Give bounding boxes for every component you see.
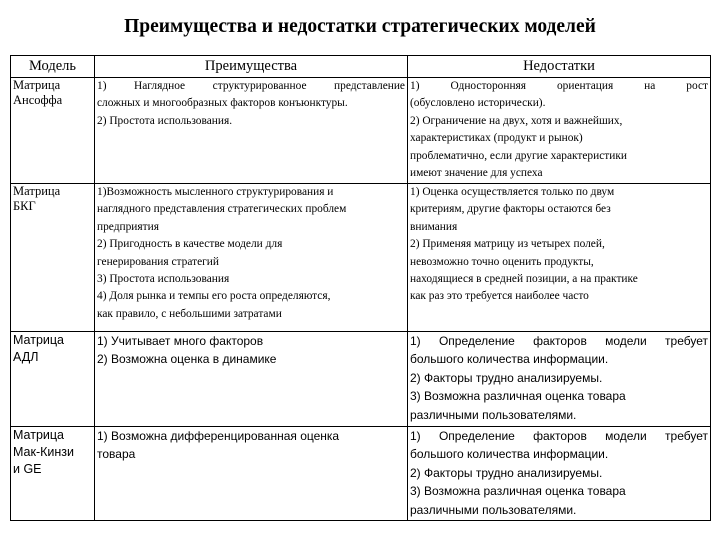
disadvantage-line: 3) Возможна различная оценка товара xyxy=(410,484,626,499)
disadvantage-line: имеют значение для успеха xyxy=(410,167,543,180)
page-title: Преимущества и недостатки стратегических моделей xyxy=(124,16,596,37)
disadvantage-line: 1) Односторонняя ориентация на рост xyxy=(410,80,708,92)
advantage-line: 1) Наглядное структурированное представление xyxy=(97,80,405,92)
table-row xyxy=(11,332,711,427)
model-line: Матрица xyxy=(13,333,65,347)
disadvantages-cell xyxy=(408,78,711,184)
disadvantage-line: 3) Возможна различная оценка товара xyxy=(410,389,626,404)
disadvantage-line: большого количества информации. xyxy=(410,447,609,462)
model-cell xyxy=(11,78,95,184)
model-cell xyxy=(11,332,95,427)
disadvantage-line: проблематично, если другие характеристики xyxy=(410,149,627,162)
advantage-line: генерирования стратегий xyxy=(97,255,219,268)
model-line: Ансоффа xyxy=(13,93,63,107)
disadvantages-cell xyxy=(408,332,711,427)
disadvantage-line: характеристиках (продукт и рынок) xyxy=(410,132,583,145)
model-line: БКГ xyxy=(13,199,36,213)
advantage-line: 2) Возможна оценка в динамике xyxy=(97,352,277,367)
disadvantage-line: внимания xyxy=(410,220,458,233)
disadvantage-line: 1) Определение факторов модели требует xyxy=(410,334,708,348)
disadvantage-line: 1) Оценка осуществляется только по двум xyxy=(410,186,615,198)
header-row xyxy=(11,56,711,78)
header-model: Модель xyxy=(11,56,95,78)
advantage-line: 2) Пригодность в качестве модели для xyxy=(97,238,283,251)
disadvantage-line: 2) Факторы трудно анализируемы. xyxy=(410,465,603,480)
advantage-line: 3) Простота использования xyxy=(97,273,230,286)
disadvantages-cell xyxy=(408,184,711,332)
disadvantage-line: находящиеся в средней позиции, а на практике xyxy=(410,273,638,286)
advantage-line: предприятия xyxy=(97,220,159,233)
advantage-line: 1)Возможность мысленного структурирования и xyxy=(97,186,334,198)
advantage-line: 1) Учитывает много факторов xyxy=(97,334,264,348)
advantages-cell xyxy=(95,427,408,521)
disadvantage-line: невозможно точно оценить продукты, xyxy=(410,255,594,268)
header-disadvantages: Недостатки xyxy=(408,56,711,78)
table-row xyxy=(11,78,711,184)
disadvantage-line: (обусловлено исторически). xyxy=(410,97,546,110)
disadvantage-line: как раз это требуется наиболее часто xyxy=(410,290,589,303)
advantage-line: 4) Доля рынка и темпы его роста определяются, xyxy=(97,290,331,303)
disadvantages-cell xyxy=(408,427,711,521)
advantage-line: товара xyxy=(97,447,136,462)
table-row xyxy=(11,184,711,332)
advantage-line: сложных и многообразных факторов конъюнктуры. xyxy=(97,97,348,110)
model-line: и GE xyxy=(13,462,42,476)
model-line: Матрица xyxy=(13,78,61,92)
advantage-line: 2) Простота использования. xyxy=(97,114,233,127)
model-cell xyxy=(11,184,95,332)
disadvantage-line: большого количества информации. xyxy=(410,352,609,367)
comparison-table xyxy=(10,55,711,521)
advantage-line: наглядного представления стратегических проблем xyxy=(97,203,347,216)
table-row xyxy=(11,427,711,521)
model-line: Матрица xyxy=(13,428,65,442)
model-cell xyxy=(11,427,95,521)
model-line: Матрица xyxy=(13,184,61,198)
disadvantage-line: 2) Применяя матрицу из четырех полей, xyxy=(410,238,605,251)
advantages-cell xyxy=(95,184,408,332)
disadvantage-line: 2) Факторы трудно анализируемы. xyxy=(410,370,603,385)
disadvantage-line: 1) Определение факторов модели требует xyxy=(410,429,708,443)
advantages-cell xyxy=(95,78,408,184)
advantages-cell xyxy=(95,332,408,427)
disadvantage-line: 2) Ограничение на двух, хотя и важнейших, xyxy=(410,114,623,127)
model-line: Мак-Кинзи xyxy=(13,445,75,459)
disadvantage-line: критериям, другие факторы остаются без xyxy=(410,203,611,216)
header-advantages: Преимущества xyxy=(95,56,408,78)
advantage-line: как правило, с небольшими затратами xyxy=(97,307,282,320)
disadvantage-line: различными пользователями. xyxy=(410,407,577,422)
advantage-line: 1) Возможна дифференцированная оценка xyxy=(97,429,340,443)
model-line: АДЛ xyxy=(13,350,39,364)
disadvantage-line: различными пользователями. xyxy=(410,502,577,517)
